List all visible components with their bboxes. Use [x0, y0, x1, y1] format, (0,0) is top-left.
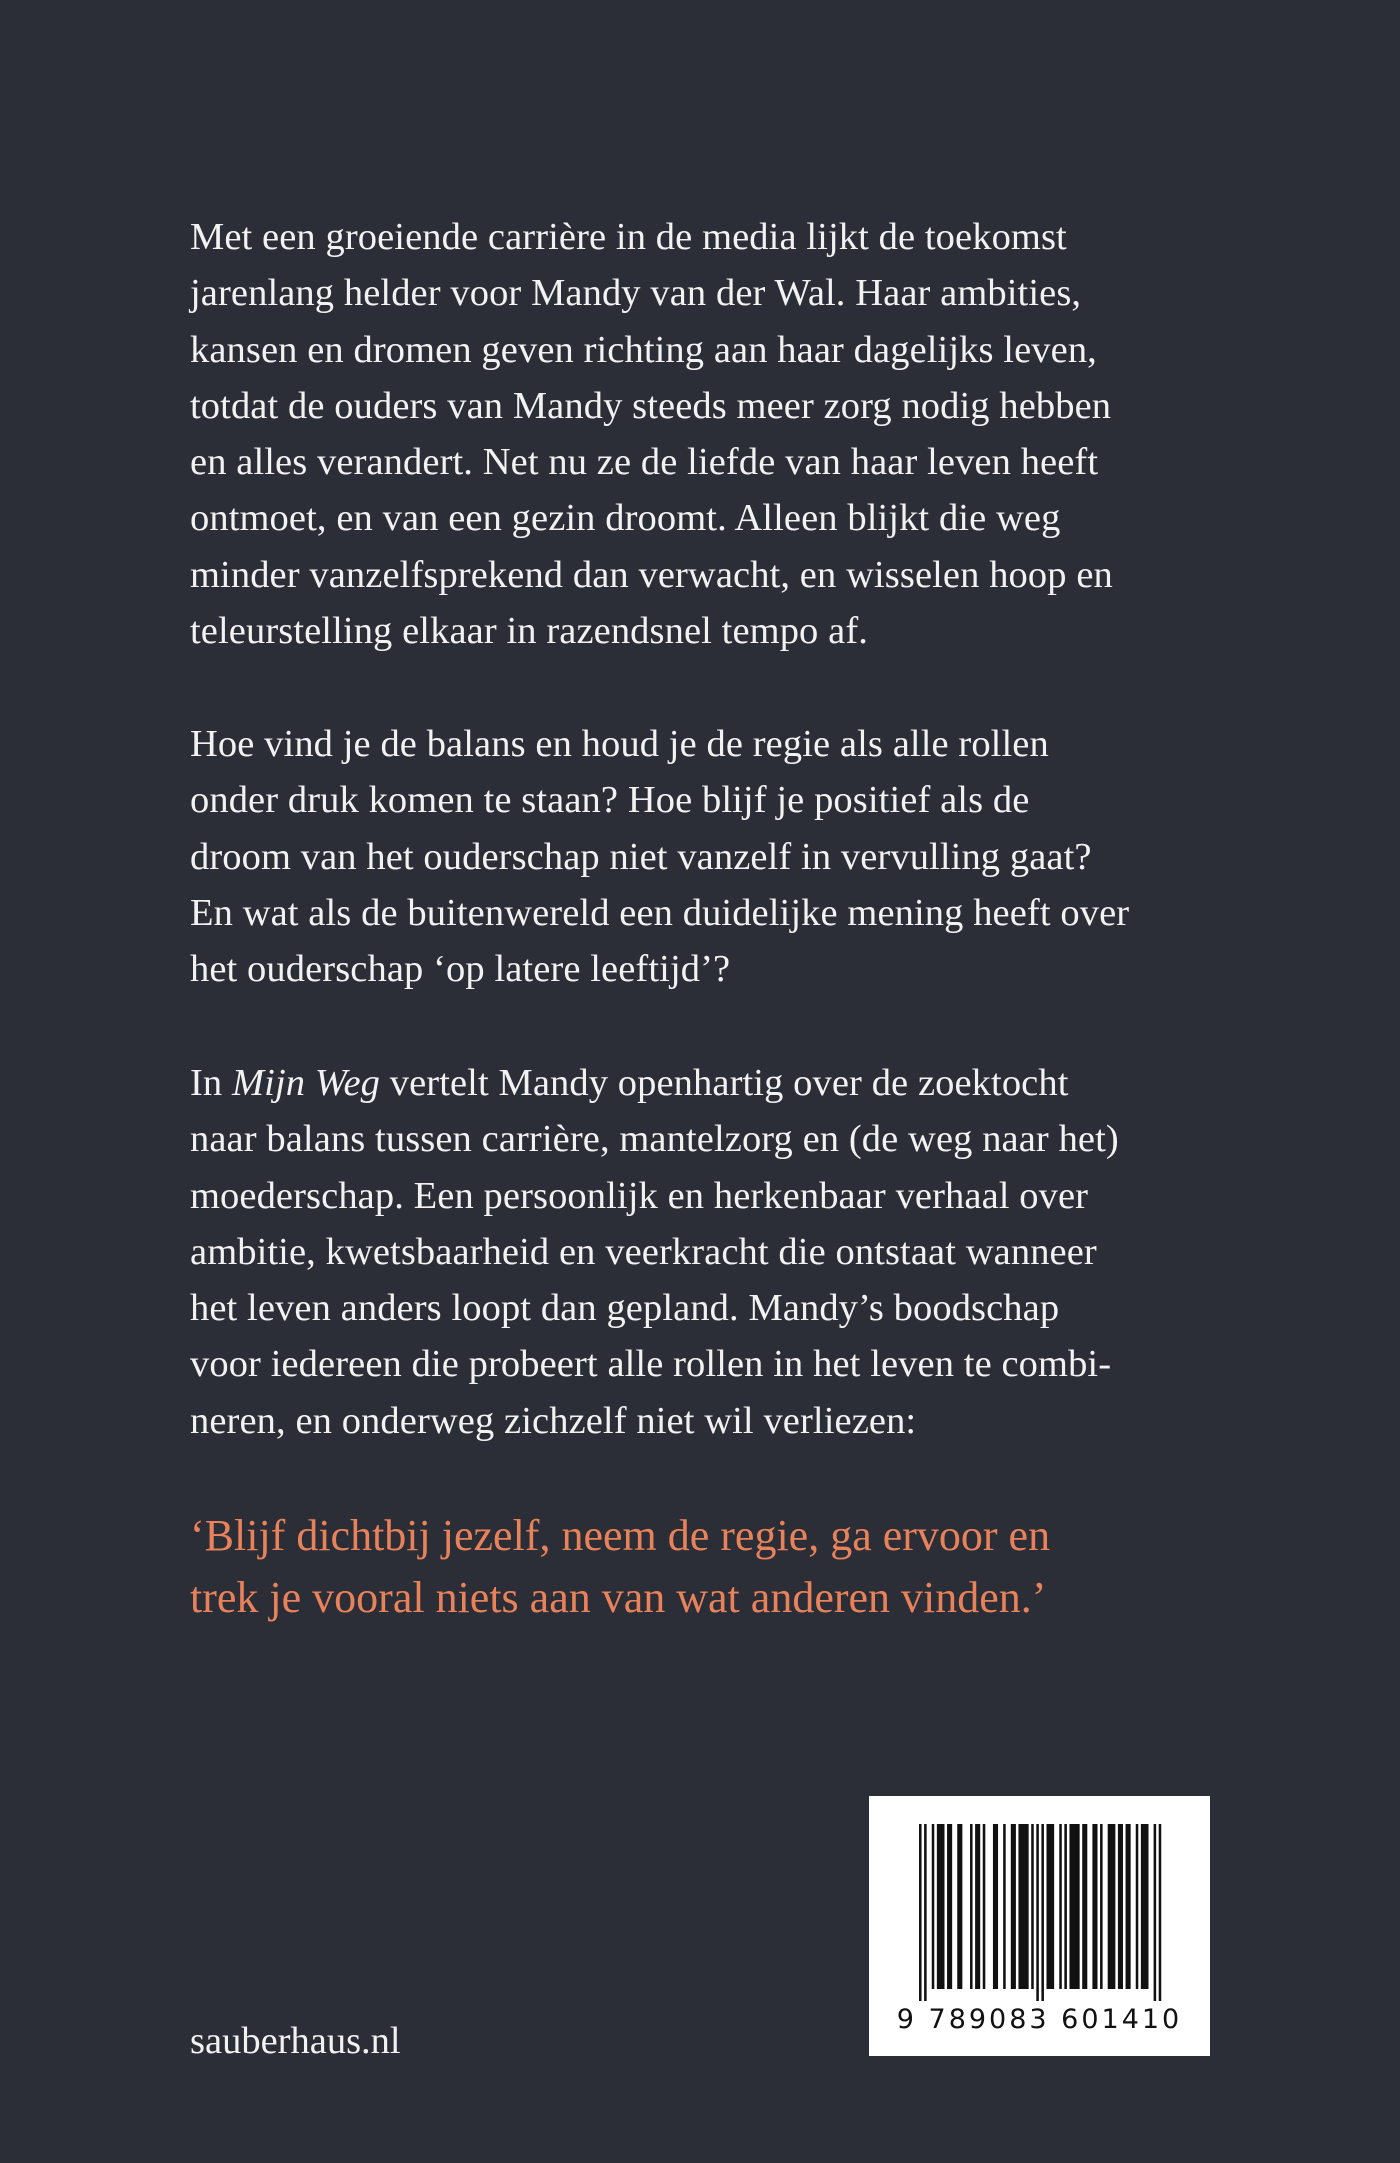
blurb-paragraph-1 [190, 209, 1230, 659]
text-line: minder vanzelfsprekend dan verwacht, en wisselen hoop en [190, 553, 1113, 596]
barcode-bar [1126, 1824, 1131, 1989]
isbn-barcode [869, 1796, 1210, 2056]
text-line: Hoe vind je de balans en houd je de regie als alle rollen [190, 723, 1049, 765]
barcode-bar [1036, 1824, 1039, 2001]
text-line: totdat de ouders van Mandy steeds meer zorg nodig hebben [190, 384, 1112, 427]
text-line: teleurstelling elkaar in razendsnel tempo af. [190, 610, 868, 653]
blurb-paragraph-3 [190, 1055, 1230, 1449]
text-fragment: In [190, 1062, 232, 1104]
text-line: en alles verandert. Net nu ze de liefde van haar leven heeft [190, 441, 1099, 484]
barcode-bar [1069, 1824, 1079, 1989]
barcode-bar [983, 1824, 986, 1989]
barcode-bar [1154, 1824, 1157, 2001]
barcode-bar [1011, 1824, 1016, 1989]
book-title: Mijn Weg [232, 1062, 381, 1104]
pull-quote [190, 1505, 1250, 1629]
text-line: jarenlang helder voor Mandy van der Wal. Haar ambities, [190, 272, 1082, 315]
barcode-bar [924, 1824, 927, 2001]
barcode-bar [1003, 1824, 1006, 1989]
blurb-paragraph-2 [190, 716, 1230, 997]
barcode-bar [1047, 1824, 1055, 1989]
barcode-bar [1092, 1824, 1097, 1989]
barcode-bar [1108, 1824, 1116, 1989]
text-line: het ouderschap ‘op latere leeftijd’? [190, 948, 731, 991]
barcode-bar [947, 1824, 952, 1989]
barcode-bar [1031, 1824, 1034, 1989]
text-line: moederschap. Een persoonlijk en herkenbaar verhaal over [190, 1174, 1089, 1217]
barcode-bar [1141, 1824, 1149, 1989]
text-line: het leven anders loopt dan gepland. Mandy’s boodschap [190, 1287, 1060, 1330]
barcode-bar [1118, 1824, 1123, 1989]
text-line: droom van het ouderschap niet vanzelf in vervulling gaat? [190, 835, 1092, 878]
text-line: naar balans tussen carrière, mantelzorg en (de weg naar het) [190, 1118, 1119, 1161]
barcode-bar [975, 1824, 980, 1989]
text-fragment: vertelt Mandy openhartig over de zoektocht [380, 1062, 1069, 1104]
barcode-bar [937, 1824, 945, 1989]
barcode-bar [1064, 1824, 1067, 1989]
barcode-bar [1100, 1824, 1103, 1989]
barcode-bar [993, 1824, 998, 1989]
quote-line: ‘Blijf dichtbij jezelf, neem de regie, ga ervoor en [190, 1511, 1051, 1560]
text-line: voor iedereen die probeert alle rollen in het leven te combi- [190, 1343, 1112, 1386]
quote-line: trek je vooral niets aan van wat anderen vinden.’ [190, 1573, 1047, 1622]
isbn-number: 9 789083 601410 [896, 2004, 1183, 2035]
barcode-bar [957, 1824, 962, 1989]
barcode-bar [1082, 1824, 1087, 1989]
text-line: ambitie, kwetsbaarheid en veerkracht die ontstaat wanneer [190, 1230, 1097, 1273]
barcode-bar [970, 1824, 973, 1989]
text-line [190, 1055, 1230, 1111]
text-line: ontmoet, en van een gezin droomt. Alleen blijkt die weg [190, 497, 1061, 540]
barcode-bar [932, 1824, 935, 1989]
text-line: En wat als de buitenwereld een duidelijke mening heeft over [190, 891, 1130, 934]
publisher-website: sauberhaus.nl [190, 2020, 401, 2062]
barcode-bar [1159, 1824, 1162, 2001]
text-line: kansen en dromen geven richting aan haar dagelijks leven, [190, 328, 1097, 371]
barcode-bar [1018, 1824, 1028, 1989]
text-line: Met een groeiende carrière in de media lijkt de toekomst [190, 216, 1067, 258]
barcode-bar [1041, 1824, 1044, 2001]
text-line: neren, en onderweg zichzelf niet wil verliezen: [190, 1399, 917, 1442]
barcode-bar [1136, 1824, 1139, 1989]
barcode-bar [1059, 1824, 1062, 1989]
text-line: onder druk komen te staan? Hoe blijf je positief als de [190, 779, 1030, 822]
barcode-bar [919, 1824, 922, 2001]
barcode-bars [869, 1796, 1210, 2001]
